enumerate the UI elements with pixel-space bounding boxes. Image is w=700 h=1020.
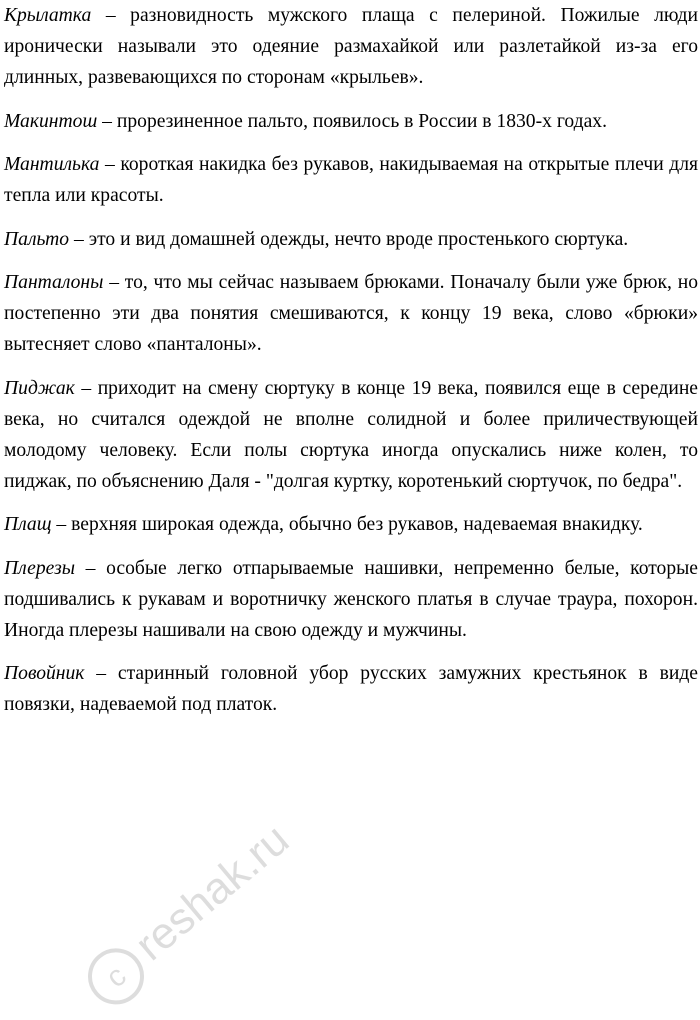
entry-plashch	[4, 509, 698, 540]
entry-term: Повойник	[4, 663, 85, 684]
entry-definition: – верхняя широкая одежда, обычно без рукавов, надеваемая внакидку.	[51, 514, 643, 535]
entry-definition: – приходит на смену сюртуку в конце 19 века, появился еще в середине века, но считался одеждой не вполне солидной и более приличествующей молодому человеку. Если полы сюртука иногда опускались ниже колен, то пиджак, по объяснению Даля - "долгая куртку, коротенький сюртучок, по бедра".	[4, 377, 698, 492]
entry-term: Плащ	[4, 514, 52, 535]
entry-palto	[4, 224, 698, 255]
entry-term: Плерезы	[4, 557, 76, 579]
entry-pantalony	[4, 267, 698, 360]
entry-plerezy	[4, 553, 698, 646]
entry-definition: – прорезиненное пальто, появилось в России в 1830-х годах.	[97, 110, 607, 132]
watermark-copyright-glyph: c	[99, 959, 133, 995]
entry-term: Пиджак	[4, 377, 75, 399]
entry-definition: – особые легко отпарываемые нашивки, непременно белые, которые подшивались к рукавам и воротничку женского платья в случае траура, похорон. Иногда плерезы нашивали на свою одежду и мужчины.	[4, 557, 698, 641]
watermark-copyright-icon	[79, 940, 152, 1013]
entry-definition: – разновидность мужского плаща с пелериной. Пожилые люди иронически называли это одеяние размахайкой или разлетайкой из-за его длинных, развевающихся по сторонам «крыльев».	[4, 5, 698, 88]
entry-makintosh	[4, 106, 698, 137]
watermark-logo	[28, 770, 299, 1020]
entry-term: Пальто	[4, 228, 70, 250]
entry-pidzhak	[4, 373, 698, 497]
entry-term: Мантилька	[4, 154, 100, 175]
entry-term: Крылатка	[4, 5, 92, 26]
entry-mantilka	[4, 149, 698, 211]
entry-definition: – это и вид домашней одежды, нечто вроде простенького сюртука.	[69, 228, 629, 250]
entry-krylatka	[4, 0, 698, 93]
entry-term: Панталоны	[4, 272, 104, 293]
entry-term: Макинтош	[4, 110, 98, 132]
entry-definition: – старинный головной убор русских замужних крестьянок в виде повязки, надеваемой под платок.	[4, 663, 698, 715]
entry-definition: – короткая накидка без рукавов, накидываемая на открытые плечи для тепла или красоты.	[4, 154, 698, 206]
document-page	[4, 0, 698, 733]
entry-definition: – то, что мы сейчас называем брюками. Поначалу были уже брюк, но постепенно эти два понятия смешиваются, к концу 19 века, слово «брюки» вытесняет слово «панталоны».	[4, 272, 698, 355]
watermark-text: reshak.ru	[126, 814, 299, 971]
entry-povoynik	[4, 658, 698, 720]
